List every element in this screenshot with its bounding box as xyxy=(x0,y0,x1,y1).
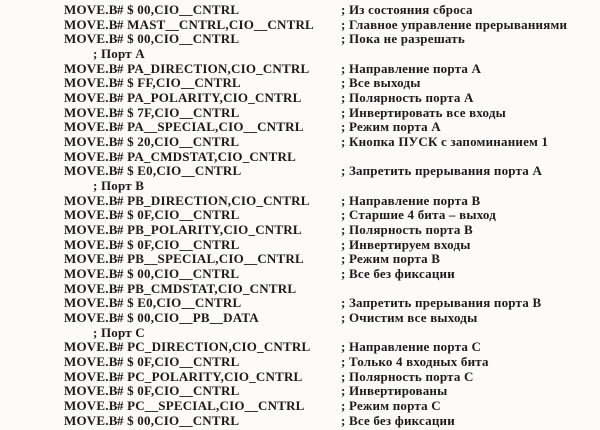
mnemonic: MOVE.B xyxy=(64,383,118,399)
mnemonic: MOVE.B xyxy=(64,222,118,238)
operand: # PB__SPECIAL,CIO__CNTRL xyxy=(117,251,304,267)
operand: # $ E0,CIO__CNTRL xyxy=(117,163,242,179)
code-line xyxy=(0,414,600,429)
comment: ; Полярность порта А xyxy=(341,90,474,106)
mnemonic: MOVE.B xyxy=(64,119,118,135)
operand: # $ 0F,CIO__CNTRL xyxy=(117,207,240,223)
mnemonic: MOVE.B xyxy=(64,16,118,32)
assembly-listing xyxy=(0,3,600,428)
operand: # $ 00,CIO__PB__DATA xyxy=(117,310,259,326)
mnemonic: MOVE.B xyxy=(64,90,118,106)
comment: ; Только 4 входных бита xyxy=(341,354,489,370)
comment: ; Инвертированы xyxy=(341,383,448,399)
code-line xyxy=(0,194,600,209)
comment: ; Запретить прерывания порта А xyxy=(341,163,543,179)
mnemonic: MOVE.B xyxy=(64,207,118,223)
operand: # PB_DIRECTION,CIO_CNTRL xyxy=(117,192,310,208)
operand: # $ 00,CIO__CNTRL xyxy=(117,412,240,428)
operand: # $ 00,CIO__CNTRL xyxy=(117,2,240,17)
section-comment-line xyxy=(0,47,600,62)
operand: # $ E0,CIO__CNTRL xyxy=(117,295,242,311)
code-line xyxy=(0,164,600,179)
section-label: ; Порт А xyxy=(93,46,145,62)
code-line xyxy=(0,18,600,33)
comment: ; Направление порта В xyxy=(341,192,481,208)
code-line xyxy=(0,267,600,282)
mnemonic: MOVE.B xyxy=(64,251,118,267)
comment: ; Инвертировать все входы xyxy=(341,104,507,120)
comment: ; Главное управление прерываниями xyxy=(341,16,568,32)
operand: # PB_CMDSTAT,CIO_CNTRL xyxy=(117,280,297,296)
comment: ; Инвертируем входы xyxy=(341,236,471,252)
operand: # PC__SPECIAL,CIO__CNTRL xyxy=(117,398,305,414)
code-line xyxy=(0,208,600,223)
comment: ; Полярность порта В xyxy=(341,222,473,238)
operand: # $ 0F,CIO__CNTRL xyxy=(117,383,240,399)
operand: # PA_DIRECTION,CIO_CNTRL xyxy=(117,60,310,76)
code-line xyxy=(0,370,600,385)
section-comment-line xyxy=(0,326,600,341)
code-line xyxy=(0,106,600,121)
code-line xyxy=(0,3,600,18)
mnemonic: MOVE.B xyxy=(64,354,118,370)
operand: # PC_DIRECTION,CIO_CNTRL xyxy=(117,339,311,355)
mnemonic: MOVE.B xyxy=(64,148,118,164)
mnemonic: MOVE.B xyxy=(64,75,118,91)
mnemonic: MOVE.B xyxy=(64,280,118,296)
operand: # $ 7F,CIO__CNTRL xyxy=(117,104,240,120)
mnemonic: MOVE.B xyxy=(64,236,118,252)
operand: # $ 00,CIO__CNTRL xyxy=(117,266,240,282)
code-line xyxy=(0,76,600,91)
mnemonic: MOVE.B xyxy=(64,104,118,120)
mnemonic: MOVE.B xyxy=(64,295,118,311)
code-line xyxy=(0,223,600,238)
operand: # MAST__CNTRL,CIO__CNTRL xyxy=(117,16,314,32)
operand: # $ 0F,CIO__CNTRL xyxy=(117,236,240,252)
mnemonic: MOVE.B xyxy=(64,266,118,282)
code-line xyxy=(0,62,600,77)
comment: ; Запретить прерывания порта В xyxy=(341,295,542,311)
code-line xyxy=(0,91,600,106)
section-comment-line xyxy=(0,179,600,194)
comment: ; Режим порта С xyxy=(341,398,441,414)
operand: # PA__SPECIAL,CIO__CNTRL xyxy=(117,119,304,135)
comment: ; Очистим все выходы xyxy=(341,310,478,326)
comment: ; Полярность порта С xyxy=(341,368,474,384)
operand: # $ 0F,CIO__CNTRL xyxy=(117,354,240,370)
operand: # $ FF,CIO__CNTRL xyxy=(117,75,241,91)
code-line xyxy=(0,282,600,297)
code-line xyxy=(0,32,600,47)
code-line xyxy=(0,311,600,326)
mnemonic: MOVE.B xyxy=(64,134,118,150)
comment: ; Режим порта В xyxy=(341,251,441,267)
operand: # PB_POLARITY,CIO_CNTRL xyxy=(117,222,302,238)
operand: # $ 00,CIO__CNTRL xyxy=(117,31,240,47)
section-label: ; Порт В xyxy=(93,178,145,194)
comment: ; Старшие 4 бита – выход xyxy=(341,207,497,223)
mnemonic: MOVE.B xyxy=(64,31,118,47)
code-line xyxy=(0,296,600,311)
mnemonic: MOVE.B xyxy=(64,339,118,355)
code-line xyxy=(0,384,600,399)
comment: ; Направление порта А xyxy=(341,60,482,76)
code-line xyxy=(0,135,600,150)
comment: ; Все без фиксации xyxy=(341,412,455,428)
mnemonic: MOVE.B xyxy=(64,60,118,76)
comment: ; Режим порта А xyxy=(341,119,441,135)
code-line xyxy=(0,399,600,414)
code-line xyxy=(0,355,600,370)
mnemonic: MOVE.B xyxy=(64,310,118,326)
comment: ; Все выходы xyxy=(341,75,421,91)
mnemonic: MOVE.B xyxy=(64,2,118,17)
comment: ; Из состояния сброса xyxy=(341,2,473,17)
code-line xyxy=(0,340,600,355)
comment: ; Направление порта С xyxy=(341,339,482,355)
mnemonic: MOVE.B xyxy=(64,192,118,208)
code-line xyxy=(0,238,600,253)
operand: # $ 20,CIO__CNTRL xyxy=(117,134,240,150)
mnemonic: MOVE.B xyxy=(64,368,118,384)
mnemonic: MOVE.B xyxy=(64,163,118,179)
mnemonic: MOVE.B xyxy=(64,412,118,428)
code-line xyxy=(0,150,600,165)
operand: # PC_POLARITY,CIO_CNTRL xyxy=(117,368,303,384)
comment: ; Пока не разрешать xyxy=(341,31,465,47)
section-label: ; Порт С xyxy=(93,324,145,340)
operand: # PA_POLARITY,CIO_CNTRL xyxy=(117,90,302,106)
code-line xyxy=(0,252,600,267)
comment: ; Кнопка ПУСК с запоминанием 1 xyxy=(341,134,549,150)
code-line xyxy=(0,120,600,135)
mnemonic: MOVE.B xyxy=(64,398,118,414)
comment: ; Все без фиксации xyxy=(341,266,455,282)
operand: # PA_CMDSTAT,CIO_CNTRL xyxy=(117,148,296,164)
